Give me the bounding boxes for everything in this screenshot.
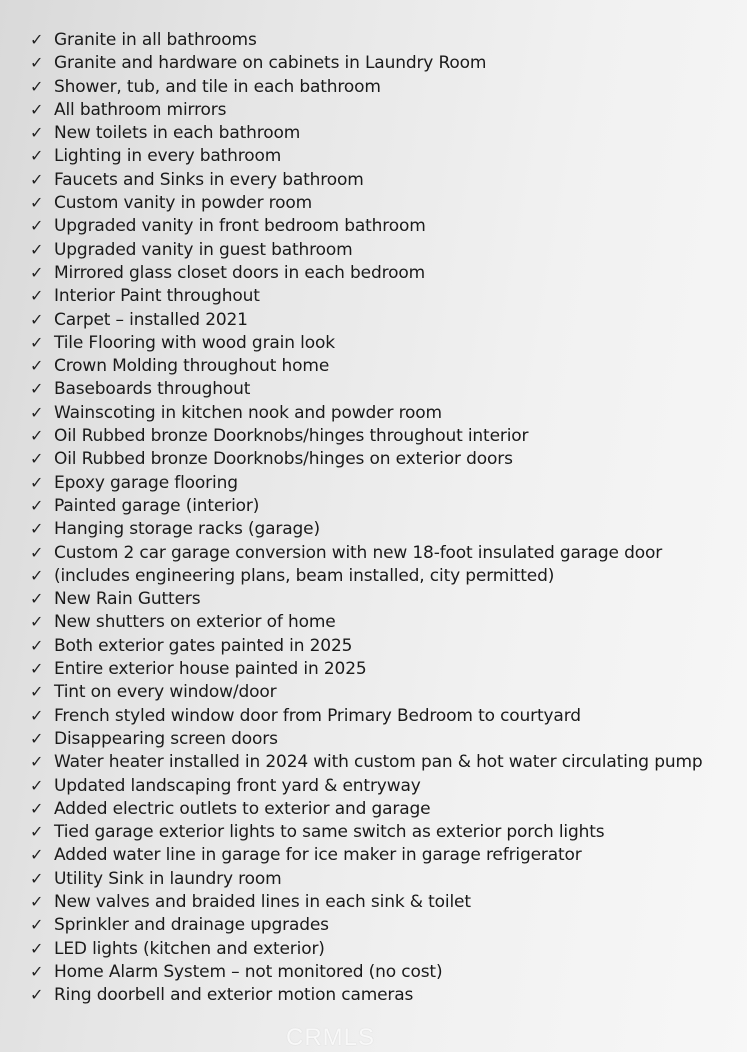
checklist-item — [30, 310, 730, 333]
checkmark-icon: ✓ — [30, 868, 44, 888]
checkmark-icon: ✓ — [30, 169, 44, 189]
checklist-item — [30, 659, 730, 682]
checklist-item-text: Granite and hardware on cabinets in Laundry Room — [54, 53, 487, 74]
checklist-item-text: New shutters on exterior of home — [54, 612, 336, 633]
checklist-item-text: Baseboards throughout — [54, 379, 251, 400]
checkmark-icon: ✓ — [30, 146, 44, 166]
checklist-item — [30, 845, 730, 868]
checkmark-icon: ✓ — [30, 822, 44, 842]
checklist-item-text: New Rain Gutters — [54, 589, 201, 610]
checklist-item — [30, 77, 730, 100]
checklist-item-text: Granite in all bathrooms — [54, 30, 257, 50]
checklist-item — [30, 892, 730, 915]
checklist-item-text: Entire exterior house painted in 2025 — [54, 659, 367, 680]
checkmark-icon: ✓ — [30, 216, 44, 236]
checkmark-icon: ✓ — [30, 332, 44, 352]
checklist-item-text: French styled window door from Primary Bedroom to courtyard — [54, 705, 581, 726]
checklist-item — [30, 286, 730, 309]
checklist-item-text: Upgraded vanity in front bedroom bathroom — [54, 216, 426, 237]
checklist-item — [30, 822, 730, 845]
checklist-item-text: Interior Paint throughout — [54, 286, 260, 307]
checklist-item — [30, 53, 730, 76]
checklist-item-text: New valves and braided lines in each sink & toilet — [54, 891, 471, 912]
checklist-item-text: Ring doorbell and exterior motion cameras — [54, 985, 414, 1006]
checkmark-icon: ✓ — [30, 612, 44, 632]
checkmark-icon: ✓ — [30, 309, 44, 329]
checklist-item-text: Hanging storage racks (garage) — [54, 519, 320, 540]
checklist-item — [30, 612, 730, 635]
checkmark-icon: ✓ — [30, 961, 44, 981]
checkmark-icon: ✓ — [30, 589, 44, 609]
checklist-item-text: Wainscoting in kitchen nook and powder room — [54, 402, 442, 423]
checklist-item-text: Upgraded vanity in guest bathroom — [54, 239, 353, 260]
checklist-item — [30, 193, 730, 216]
checklist-item-text: Added water line in garage for ice maker in garage refrigerator — [54, 845, 582, 866]
checkmark-icon: ✓ — [30, 728, 44, 748]
checklist-item-text: Shower, tub, and tile in each bathroom — [54, 76, 381, 97]
crmls-watermark: CRMLS — [286, 1024, 376, 1051]
checklist-item — [30, 566, 730, 589]
checklist-item-text: Carpet – installed 2021 — [54, 309, 248, 330]
checkmark-icon: ✓ — [30, 472, 44, 492]
checklist-item — [30, 263, 730, 286]
checklist-item — [30, 869, 730, 892]
checklist-item-text: Water heater installed in 2024 with custom pan & hot water circulating pump — [54, 752, 703, 773]
checkmark-icon: ✓ — [30, 426, 44, 446]
checklist-item-text: Added electric outlets to exterior and garage — [54, 798, 431, 819]
checkmark-icon: ✓ — [30, 262, 44, 282]
checklist-item — [30, 379, 730, 402]
checklist-item-text: Mirrored glass closet doors in each bedroom — [54, 262, 425, 283]
checklist-item-text: Disappearing screen doors — [54, 728, 278, 749]
checkmark-icon: ✓ — [30, 985, 44, 1005]
checklist-item-text: Oil Rubbed bronze Doorknobs/hinges throughout interior — [54, 426, 529, 447]
checkmark-icon: ✓ — [30, 705, 44, 725]
checklist-item-text: Custom 2 car garage conversion with new 18-foot insulated garage door — [54, 542, 663, 563]
checklist-item-text: New toilets in each bathroom — [54, 123, 301, 144]
checkmark-icon: ✓ — [30, 402, 44, 422]
checkmark-icon: ✓ — [30, 379, 44, 399]
checkmark-icon: ✓ — [30, 193, 44, 213]
checkmark-icon: ✓ — [30, 99, 44, 119]
checklist-item — [30, 216, 730, 239]
checkmark-icon: ✓ — [30, 798, 44, 818]
checkmark-icon: ✓ — [30, 635, 44, 655]
checklist-item — [30, 799, 730, 822]
checkmark-icon: ✓ — [30, 752, 44, 772]
checklist-item — [30, 403, 730, 426]
checkmark-icon: ✓ — [30, 76, 44, 96]
checkmark-icon: ✓ — [30, 659, 44, 679]
checklist-item — [30, 473, 730, 496]
checklist-item-text: Updated landscaping front yard & entryway — [54, 775, 421, 796]
checklist-item — [30, 776, 730, 799]
checklist-item — [30, 729, 730, 752]
checklist-item — [30, 962, 730, 985]
checklist-item — [30, 543, 730, 566]
checklist-item-text: Epoxy garage flooring — [54, 472, 238, 493]
checklist-item-text: Oil Rubbed bronze Doorknobs/hinges on exterior doors — [54, 449, 513, 470]
checklist-item — [30, 706, 730, 729]
checklist-item-text: Tint on every window/door — [54, 682, 277, 703]
checkmark-icon: ✓ — [30, 891, 44, 911]
checkmark-icon: ✓ — [30, 542, 44, 562]
checklist-item-text: Lighting in every bathroom — [54, 146, 282, 167]
checklist-item — [30, 146, 730, 169]
checkmark-icon: ✓ — [30, 775, 44, 795]
checkmark-icon: ✓ — [30, 845, 44, 865]
checklist-item — [30, 589, 730, 612]
checklist-item-text: Custom vanity in powder room — [54, 193, 313, 214]
checkmark-icon: ✓ — [30, 565, 44, 585]
checklist-item — [30, 519, 730, 542]
checkmark-icon: ✓ — [30, 495, 44, 515]
checkmark-icon: ✓ — [30, 682, 44, 702]
checklist-item — [30, 449, 730, 472]
checkmark-icon: ✓ — [30, 239, 44, 259]
checklist-item — [30, 100, 730, 123]
checkmark-icon: ✓ — [30, 53, 44, 73]
checklist-item — [30, 939, 730, 962]
checklist-item — [30, 682, 730, 705]
checkmark-icon: ✓ — [30, 938, 44, 958]
upgrades-checklist — [30, 30, 730, 1008]
checkmark-icon: ✓ — [30, 286, 44, 306]
checklist-item-text: Crown Molding throughout home — [54, 356, 330, 377]
checklist-item — [30, 240, 730, 263]
checklist-item — [30, 426, 730, 449]
checklist-item — [30, 915, 730, 938]
checklist-item-text: All bathroom mirrors — [54, 99, 227, 120]
checkmark-icon: ✓ — [30, 123, 44, 143]
checklist-item — [30, 170, 730, 193]
checkmark-icon: ✓ — [30, 915, 44, 935]
checklist-item-text: Both exterior gates painted in 2025 — [54, 635, 353, 656]
checkmark-icon: ✓ — [30, 356, 44, 376]
checkmark-icon: ✓ — [30, 30, 44, 49]
checklist-item-text: Tied garage exterior lights to same switch as exterior porch lights — [54, 822, 605, 843]
checklist-item-text: Faucets and Sinks in every bathroom — [54, 169, 364, 190]
checklist-item — [30, 356, 730, 379]
checklist-item — [30, 30, 730, 53]
checkmark-icon: ✓ — [30, 449, 44, 469]
checklist-item-text: Utility Sink in laundry room — [54, 868, 282, 889]
checklist-item — [30, 496, 730, 519]
checklist-item-text: Home Alarm System – not monitored (no cost) — [54, 961, 443, 982]
checklist-item — [30, 636, 730, 659]
checklist-item-text: Tile Flooring with wood grain look — [54, 332, 335, 353]
checklist-item-text: Sprinkler and drainage upgrades — [54, 915, 329, 936]
checklist-item — [30, 123, 730, 146]
checklist-item — [30, 333, 730, 356]
checklist-item-text: (includes engineering plans, beam installed, city permitted) — [54, 565, 555, 586]
checkmark-icon: ✓ — [30, 519, 44, 539]
checklist-item — [30, 985, 730, 1008]
checklist-item — [30, 752, 730, 775]
checklist-item-text: Painted garage (interior) — [54, 495, 260, 516]
checklist-item-text: LED lights (kitchen and exterior) — [54, 938, 325, 959]
